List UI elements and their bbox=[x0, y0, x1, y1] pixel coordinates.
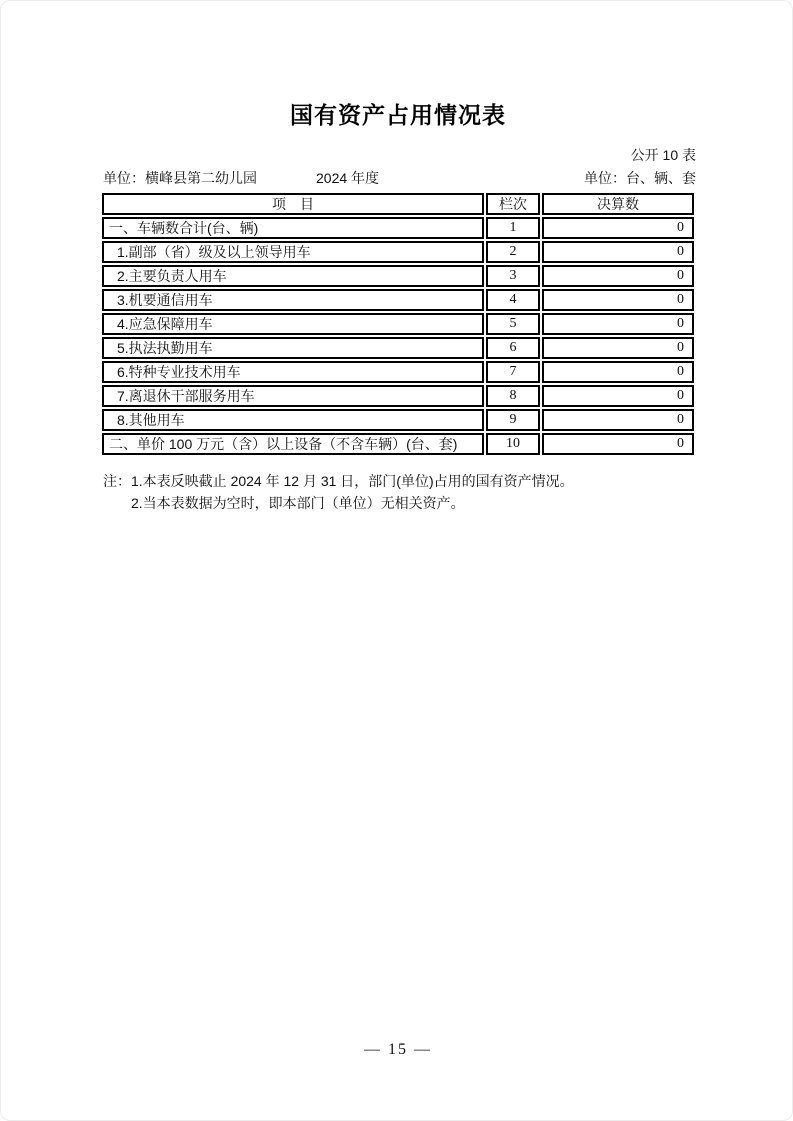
table-row bbox=[102, 433, 694, 455]
table-row bbox=[102, 409, 694, 431]
col-header-item: 项 目 bbox=[102, 193, 484, 215]
line-number-cell: 3 bbox=[486, 265, 540, 287]
line-number-cell: 7 bbox=[486, 361, 540, 383]
notes bbox=[103, 470, 696, 514]
table-row bbox=[102, 241, 694, 263]
value-cell: 0 bbox=[542, 241, 694, 263]
notes-label: 注： bbox=[103, 473, 131, 489]
line-number-cell: 9 bbox=[486, 409, 540, 431]
value-cell: 0 bbox=[542, 433, 694, 455]
col-header-final-amount: 决算数 bbox=[542, 193, 694, 215]
item-cell: 7.离退休干部服务用车 bbox=[102, 385, 484, 407]
assets-table bbox=[100, 191, 696, 457]
page-title: 国有资产占用情况表 bbox=[290, 102, 506, 128]
table-row bbox=[102, 313, 694, 335]
line-number-cell: 6 bbox=[486, 337, 540, 359]
line-number-cell: 5 bbox=[486, 313, 540, 335]
item-cell: 5.执法执勤用车 bbox=[102, 337, 484, 359]
table-row bbox=[102, 289, 694, 311]
table-row bbox=[102, 385, 694, 407]
table-row bbox=[102, 217, 694, 239]
line-number-cell: 2 bbox=[486, 241, 540, 263]
fiscal-year: 2024 年度 bbox=[316, 170, 380, 186]
item-cell: 2.主要负责人用车 bbox=[102, 265, 484, 287]
item-cell: 一、车辆数合计(台、辆) bbox=[102, 217, 484, 239]
table-row bbox=[102, 265, 694, 287]
content-area bbox=[100, 97, 696, 514]
table-header-row bbox=[102, 193, 694, 215]
note-line-1: 1.本表反映截止 2024 年 12 月 31 日，部门(单位)占用的国有资产情况。 bbox=[131, 473, 574, 489]
line-number-cell: 10 bbox=[486, 433, 540, 455]
item-cell: 6.特种专业技术用车 bbox=[102, 361, 484, 383]
line-number-cell: 1 bbox=[486, 217, 540, 239]
item-cell: 二、单价 100 万元（含）以上设备（不含车辆）(台、套) bbox=[102, 433, 484, 455]
line-number-cell: 4 bbox=[486, 289, 540, 311]
page-number: — 15 — bbox=[364, 1041, 432, 1058]
notes-lines bbox=[131, 470, 696, 514]
item-cell: 1.副部（省）级及以上领导用车 bbox=[102, 241, 484, 263]
col-header-line-no: 栏次 bbox=[486, 193, 540, 215]
value-cell: 0 bbox=[542, 289, 694, 311]
measure-units: 单位：台、辆、套 bbox=[584, 170, 696, 186]
table-row bbox=[102, 361, 694, 383]
value-cell: 0 bbox=[542, 385, 694, 407]
value-cell: 0 bbox=[542, 409, 694, 431]
unit-name: 单位：横峰县第二幼儿园 bbox=[103, 170, 257, 186]
item-cell: 8.其他用车 bbox=[102, 409, 484, 431]
value-cell: 0 bbox=[542, 265, 694, 287]
item-cell: 3.机要通信用车 bbox=[102, 289, 484, 311]
public-table-label: 公开 10 表 bbox=[630, 147, 696, 163]
table-row bbox=[102, 337, 694, 359]
value-cell: 0 bbox=[542, 361, 694, 383]
note-line-2: 2.当本表数据为空时，即本部门（单位）无相关资产。 bbox=[131, 495, 465, 511]
info-line bbox=[100, 168, 696, 188]
item-cell: 4.应急保障用车 bbox=[102, 313, 484, 335]
value-cell: 0 bbox=[542, 313, 694, 335]
value-cell: 0 bbox=[542, 337, 694, 359]
value-cell: 0 bbox=[542, 217, 694, 239]
line-number-cell: 8 bbox=[486, 385, 540, 407]
